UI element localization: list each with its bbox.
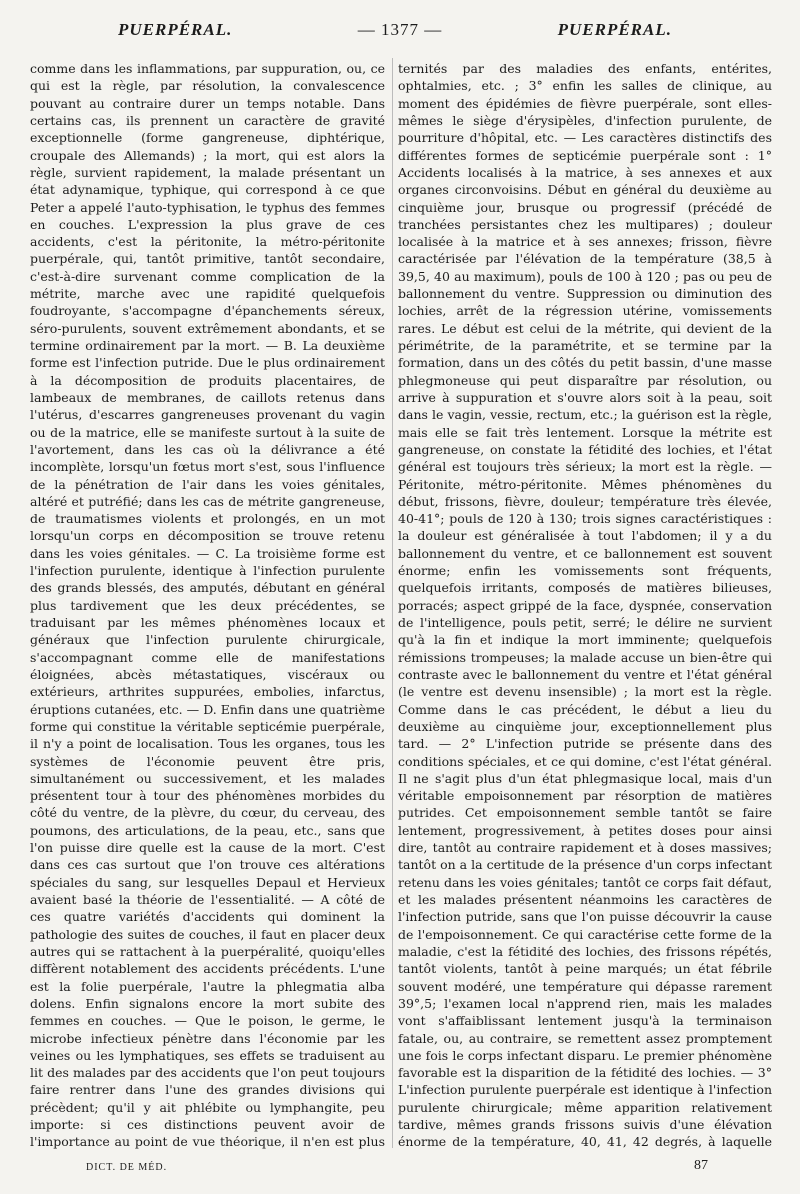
footer-sheet-number: 87 bbox=[694, 1158, 708, 1173]
running-header bbox=[0, 20, 800, 50]
page-number-header: — 1377 — bbox=[357, 20, 443, 39]
header-left-title: PUERPÉRAL. bbox=[118, 20, 233, 39]
header-right-title: PUERPÉRAL. bbox=[557, 20, 672, 39]
left-column bbox=[30, 60, 385, 1150]
footer-signature: DICT. DE MÉD. bbox=[86, 1162, 168, 1173]
page-footer bbox=[0, 1158, 800, 1180]
column-divider bbox=[392, 58, 393, 1148]
left-column-text: comme dans les inflammations, par suppuration, ou, ce qui est la règle, par résolution, la convalescence pouvant au contraire durer un temps notable. Dans certains cas, ils prennent un caractère de gravité exceptionnelle (forme gangreneuse, diphtérique, croupale des Allemands) ; la mort, qui est alors la règle, survient rapidement, la malade présentant un état adynamique, typhique, qui correspond à ce que Peter a appelé l'auto-typhisation, le typhus des femmes en couches. L'expression la plus grave de ces accidents, c'est la péritonite, la métro-péritonite puerpérale, qui, tantôt primitive, tantôt secondaire, c'est-à-dire survenant comme complication de la métrite, marche avec une rapidité quelquefois foudroyante, s'accompagne d'épanchements séreux, séro-purulents, souvent extrêmement abondants, et se termine ordinairement par la mort. — B. La deuxième forme est l'infection putride. Due le plus ordinairement à la décomposition de produits placentaires, de lambeaux de membranes, de caillots retenus dans l'utérus, d'escarres gangreneuses provenant du vagin ou de la matrice, elle se manifeste surtout à la suite de l'avortement, dans les cas où la délivrance a été incomplète, lorsqu'un fœtus mort s'est, sous l'influence de la pénétration de l'air dans les voies génitales, altéré et putréfié; dans les cas de métrite gangreneuse, de traumatismes violents et prolongés, en un mot lorsqu'un corps en décomposition se trouve retenu dans les voies génitales. — C. La troisième forme est l'infection purulente, identique à l'infection purulente des grands blessés, des amputés, débutant en général plus tardivement que les deux précédentes, se traduisant par les mêmes phénomènes locaux et généraux que l'infection purulente chirurgicale, s'accompagnant comme elle de manifestations éloignées, abcès métastatiques, viscéraux ou extérieurs, arthrites suppurées, embolies, infarctus, éruptions cutanées, etc. — D. Enfin dans une quatrième forme qui constitue la véritable septicémie puerpérale, il n'y a point de localisation. Tous les organes, tous les systèmes de l'économie peuvent être pris, simultanément ou successivement, et les malades présentent tour à tour des phénomènes morbides du côté du ventre, de la plèvre, du cœur, du cerveau, des poumons, des articulations, de la peau, etc., sans que l'on puisse dire quelle est la cause de la mort. C'est dans ces cas surtout que l'on trouve ces altérations spéciales du sang, sur lesquelles Depaul et Hervieux avaient basé la théorie de l'essentialité. — A côté de ces quatre variétés d'accidents qui dominent la pathologie des suites de couches, il faut en placer deux autres qui se rattachent à la puerpéralité, quoiqu'elles diffèrent notablement des accidents précédents. L'une est la folie puerpérale, l'autre la phlegmatia alba dolens. Enfin signalons encore la mort subite des femmes en couches. — Que le poison, le germe, le microbe infectieux pénètre dans l'économie par les veines ou les lymphatiques, ses effets se traduisent au lit des malades par des accidents que l'on peut toujours faire rentrer dans l'une des grandes divisions qui précèdent; qu'il y ait phlébite ou lymphangite, peu importe: si ces distinctions peuvent avoir de l'importance au point de vue théorique, il n'en est plus bbox=[30, 61, 385, 1150]
right-column-text: ternités par des maladies des enfants, entérites, ophtalmies, etc. ; 3° enfin les salles de clinique, au moment des épidémies de fièvre puerpérale, sont elles-mêmes le siège d'érysipèles, d'infection purulente, de pourriture d'hôpital, etc. — Les caractères distinctifs des différentes formes de septicémie puerpérale sont : 1° Accidents localisés à la matrice, à ses annexes et aux organes circonvoisins. Début en général du deuxième au cinquième jour, brusque ou progressif (précédé de tranchées persistantes chez les multipares) ; douleur localisée à la matrice et à ses annexes; frisson, fièvre caractérisée par l'élévation de la température (38,5 à 39,5, 40 au maximum), pouls de 100 à 120 ; pas ou peu de ballonnement du ventre. Suppression ou diminution des lochies, arrêt de la régression utérine, vomissements rares. Le début est celui de la métrite, qui devient de la périmétrite, de la paramétrite, et se termine par la formation, dans un des côtés du petit bassin, d'une masse phlegmoneuse qui peut disparaître par résolution, ou arrive à suppuration et s'ouvre alors soit à la peau, soit dans le vagin, vessie, rectum, etc.; la guérison est la règle, mais elle se fait très lentement. Lorsque la métrite est gangreneuse, on constate la fétidité des lochies, et l'état général est toujours très sérieux; la mort est la règle. — Péritonite, métro-péritonite. Mêmes phénomènes du début, frissons, fièvre, douleur; température très élevée, 40-41°; pouls de 120 à 130; trois signes caractéristiques : la douleur est généralisée à tout l'abdomen; il y a du ballonnement du ventre, et ce ballonnement est souvent énorme; enfin les vomissements sont fréquents, quelquefois irritants, composés de matières bilieuses, porracés; aspect grippé de la face, dyspnée, conservation de l'intelligence, pouls petit, serré; le délire ne survient qu'à la fin et indique la mort imminente; quelquefois rémissions trompeuses; la malade accuse un bien-être qui contraste avec le ballonnement du ventre et l'état général (le ventre est devenu insensible) ; la mort est la règle. Comme dans le cas précédent, le début a lieu du deuxième au cinquième jour, exceptionnellement plus tard. — 2° L'infection putride se présente dans des conditions spéciales, et ce qui domine, c'est l'état général. Il ne s'agit plus d'un état phlegmasique local, mais d'un véritable empoisonnement par résorption de matières putrides. Cet empoisonnement semble tantôt se faire lentement, progressivement, à petites doses pour ainsi dire, tantôt au contraire rapidement et à doses massives; tantôt on a la certitude de la présence d'un corps infectant retenu dans les voies génitales; tantôt ce corps fait défaut, et les malades présentent néanmoins les caractères de l'infection putride, sans que l'on puisse découvrir la cause de l'empoisonnement. Ce qui caractérise cette forme de la maladie, c'est la fétidité des lochies, des frissons répétés, tantôt violents, tantôt à peine marqués; un état fébrile souvent modéré, une température qui dépasse rarement 39°,5; l'examen local n'apprend rien, mais les malades vont s'affaiblissant lentement jusqu'à la terminaison fatale, ou, au contraire, se remettent assez promptement une fois le corps infectant disparu. Le premier phénomène favorable est la disparition de la fétidité des lochies. — 3° L'infection purulente puerpérale est identique à l'infection purulente chirurgicale; même apparition relativement tardive, mêmes grands frissons suivis d'une élévation énorme de la température, 40, 41, 42 degrés, à laquelle bbox=[398, 61, 772, 1150]
right-column bbox=[398, 60, 772, 1150]
